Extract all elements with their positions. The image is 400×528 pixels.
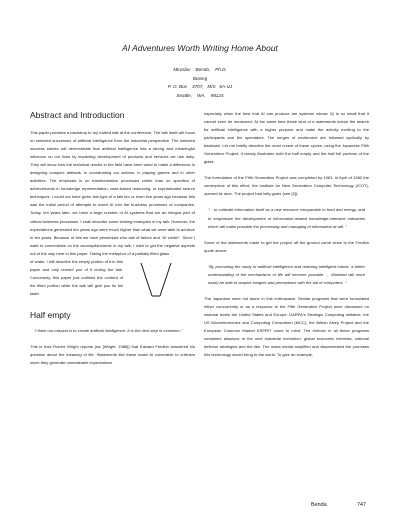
- author-city: Seattle, WA. 98124: [176, 92, 224, 98]
- quote-robots: "By promoting the study of artificial intelligence and realizing intelligent robots, a better understanding of the mechanisms of life will become possible. ... Mankind will more easily be able to acquire insights and perceptions with the aid of computers. ": [208, 263, 365, 285]
- paragraph-statements: Some of the statements made to get the project off the ground come close to the Fredkin quote above:: [204, 239, 369, 253]
- left-column: [30, 110, 195, 367]
- footer-author: Benda: [311, 502, 327, 508]
- paragraph-fifth-generation: The formulation of the Fifth Generation Project was completed by 1981; in April of 1982 the centerpiece of this effort, the Institute for New Generation Computer Technology (ICOT), opened its door. The project had lofty goals (see [2]):: [204, 175, 369, 197]
- paragraph-programs: The Japanese were not alone in this enthusiasm. Similar programs that were formulated either concurrently or as a response to the Fifth Generation Project were discussed on national levels the United States and Europe: DARPA's Strategic Computing Initiative, the US Microelectronics and Computing Consortium (MCC), the British Alvey Project and the European Common Market ESPRIT come to mind. The rhetoric in all these programs contained allusions to the next industrial revolution, global economic interests, national defense strategies and the like. The mass media amplified and disseminated the promises this technology would bring to the world. To give an example,: [204, 295, 369, 358]
- author-name: Miroslav Benda, Ph.D.: [173, 67, 227, 72]
- author-block: [0, 66, 400, 100]
- glass-figure-block: [30, 258, 195, 298]
- author-organization: Boeing: [192, 75, 208, 81]
- quote-icot-goals: "... to cultivate information itself as a new resource comparable to food and energy, and to emphasize the development of information-related knowledge-intensive industries which will make possible the processing and managing of information at will. ": [208, 207, 365, 229]
- paragraph-intro: This paper provides a backdrop to my invited talk at the conference. The talk itself will focus on selected successes of artificial intelligence from the industrial perspective. The selected success stories will demonstrate that artificial intelligence has a strong and meaningful influence on our lives by impacting development of products and services we use daily. They will show how the technical results in the field have been used to make a difference in designing complex artifacts, in coordinating our actions, in playing games and in other activities. The emphasis is on transformation processes rather than on specifics of achievements in knowledge representation, case-based reasoning, or sophisticated search techniques. I could not have given this type of a talk ten or even five years ago because this was the initial period of attempts to insert AI into the business processes of companies. Today, ten years later, we have a large number of AI systems that are an integral part of critical business processes. I shall describe some shining examples in my talk. However, the expectations generated ten years ago were much higher than what we were able to achieve in ten years. Because of this we have pessimists who talk of failure and "AI winter". Since I want to concentrate on the accomplishments in my talk, I wish to get the negative aspects out of the way here in this paper. Taking the metaphor of a partially filled glass: [30, 130, 195, 256]
- paragraph-wright: This is how Robert Wright reports (sic [Wright, 1988]) that Edward Fredkin answered his question about the meaning of life. Statements like these make AI vulnerable to criticism since they generate unrealizable expectations: [30, 344, 195, 366]
- quote-fredkin: "I think our mission is to create artificial intelligence. It is the next step in evolution.": [34, 327, 183, 333]
- right-column: [204, 110, 369, 359]
- page-number: 747: [357, 502, 366, 508]
- half-empty-glass-icon: [139, 262, 173, 302]
- section-heading-abstract: Abstract and Introduction: [30, 110, 125, 120]
- paragraph-glass: of water, I will describe the empty portion of it in this paper and only remind you of it during the talk. Conversely, this paper just outlines the content of the filled portion while the talk will give you its full taste.: [30, 258, 123, 296]
- author-address: P. O. Box 3707, M/S 6A-UJ: [167, 84, 233, 90]
- paper-title: AI Adventures Worth Writing Home About: [122, 43, 278, 53]
- paragraph-cycles: especially when the best that AI can produce are systems whose IQ is so small that it cannot even be measured. At the same time these kind of a statements imbue the search for artificial intelligence with a higher purpose and make the activity exciting to the participants and the spectators. The surges of excitement are followed cyclically by backlash. Let me briefly describe the most recent of these cycles, using the Japanese Fifth Generation Project; it clearly illustrates both the half empty and the half full portions of the glass.: [204, 111, 369, 165]
- section-heading-half-empty: Half empty: [30, 309, 71, 320]
